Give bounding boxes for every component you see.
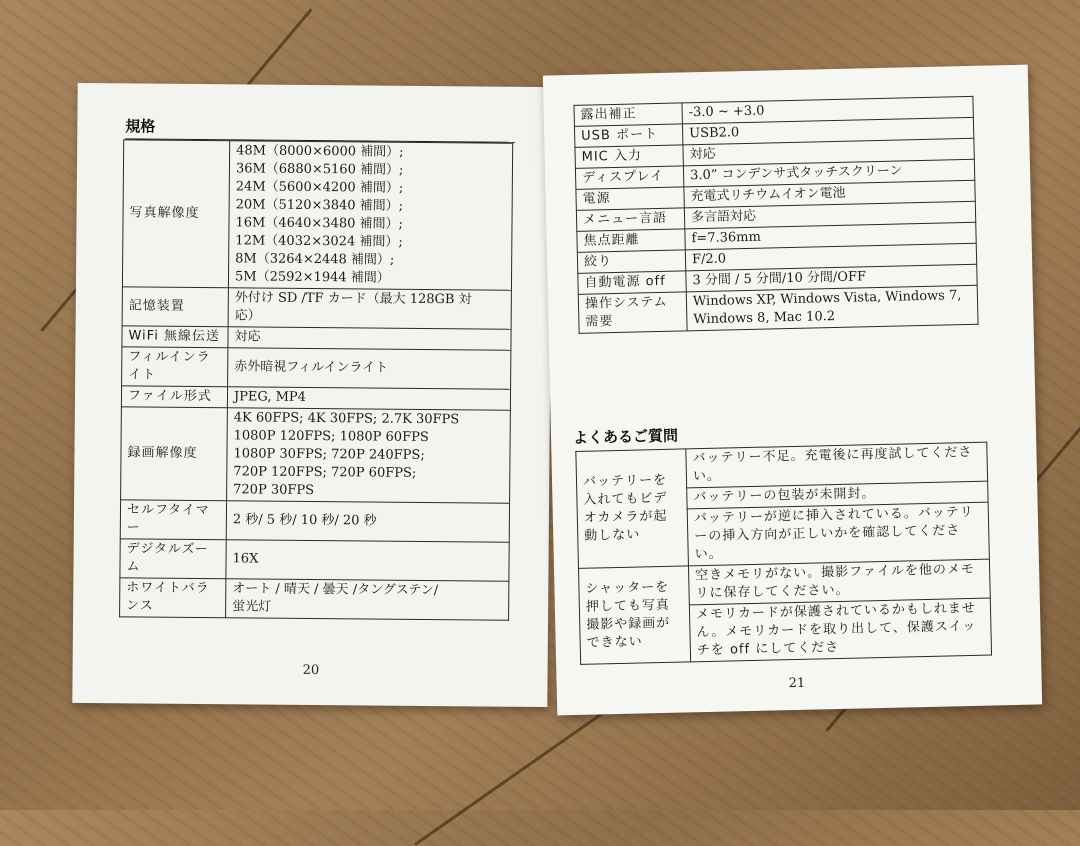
spec-value-line: 20M（5120×3840 補間）;	[235, 197, 404, 214]
page-number: 21	[788, 675, 806, 692]
spec-row	[120, 578, 509, 620]
spec-label: フィルインライト	[122, 347, 228, 387]
manual-page-left	[72, 83, 552, 707]
spec-label: 焦点距離	[577, 229, 685, 252]
spec-value-line: JPEG, MP4	[233, 389, 307, 405]
spec-row	[578, 285, 978, 333]
spec-value-line: F/2.0	[691, 251, 727, 268]
spec-value-line: 応）	[234, 308, 261, 324]
spec-value	[227, 387, 510, 410]
spec-value-line: 対応	[234, 329, 261, 345]
spec-label: 操作システム需要	[578, 292, 687, 333]
spec-value-line: 蛍光灯	[232, 599, 272, 615]
spec-value-line: 4K 60FPS; 4K 30FPS; 2.7K 30FPS	[233, 410, 460, 428]
spec-label: 自動電源 off	[578, 271, 686, 294]
spec-value-line: 対応	[689, 146, 716, 163]
spec-value	[226, 540, 509, 581]
page-number: 20	[302, 662, 320, 679]
faq-answer: メモリカードが保護されているかもしれません。メモリカードを取り出して、保護スイッチを off にしてくださ	[689, 598, 991, 662]
spec-label: MIC 入力	[575, 145, 683, 168]
spec-row	[121, 407, 511, 503]
spec-value-line: -3.0 ~ +3.0	[688, 103, 765, 121]
spec-label: ファイル形式	[121, 386, 227, 408]
faq-problem: バッテリーを入れてもビデオカメラが起動しない	[576, 449, 689, 568]
spec-value-line: 36M（6880×5160 補間）;	[235, 161, 404, 178]
spec-value	[226, 579, 509, 620]
spec-value-line: 充電式リチウムイオン電池	[690, 185, 846, 205]
spec-value-line: 3.0” コンデンサ式タッチスクリーン	[689, 163, 903, 184]
spec-value-line: USB2.0	[688, 125, 740, 142]
faq-answer: バッテリーが逆に挿入されている。バッテリーの挿入方向が正しいかを確認してください。	[687, 502, 989, 566]
spec-value-line: 720P 120FPS; 720P 60FPS;	[233, 464, 417, 481]
spec-value-line: Windows XP, Windows Vista, Windows 7,	[692, 288, 962, 310]
manual-page-right	[543, 65, 1042, 716]
spec-label: 電源	[576, 187, 684, 210]
spec-label: デジタルズーム	[120, 539, 226, 579]
spec-label: 記憶装置	[122, 287, 228, 327]
spec-value	[686, 285, 978, 331]
spec-value-line: 1080P 120FPS; 1080P 60FPS	[233, 428, 429, 446]
faq-title-text: よくあるご質問	[572, 426, 679, 447]
spec-value-line: 48M（8000×6000 補間）;	[236, 143, 404, 160]
spec-value-line: 720P 30FPS	[233, 482, 315, 499]
spec-label: 絞り	[577, 250, 685, 273]
spec-row	[122, 140, 512, 290]
faq-answer: バッテリー不足。充電後に再度試してください。	[686, 442, 988, 488]
spec-label: ディスプレイ	[575, 166, 683, 189]
faq-problem: シャッターを押しても写真撮影や録画ができない	[578, 566, 690, 664]
spec-row	[120, 500, 509, 542]
spec-value	[228, 141, 512, 290]
floor-seam	[414, 694, 629, 846]
spec-label: USB ポート	[574, 124, 682, 147]
spec-value-line: f=7.36mm	[691, 229, 762, 247]
spec-value-line: Windows 8, Mac 10.2	[693, 309, 836, 328]
spec-table	[573, 96, 978, 334]
spec-value-line: 赤外暗視フィルインライト	[234, 359, 389, 376]
spec-label: セルフタイマー	[120, 500, 226, 540]
spec-value-line: 8M（3264×2448 補間）;	[235, 251, 395, 268]
spec-label: 録画解像度	[121, 407, 228, 501]
spec-row	[122, 347, 511, 389]
spec-value-line: 16M（4640×3480 補間）;	[235, 215, 403, 232]
spec-value	[226, 501, 509, 542]
spec-value	[228, 348, 511, 389]
faq-table	[575, 442, 992, 665]
section-title-text: 規格	[125, 117, 156, 136]
faq-title	[573, 425, 678, 448]
section-title	[125, 115, 515, 139]
faq-answer: バッテリーの包装が未開封。	[687, 481, 988, 509]
spec-value	[228, 288, 511, 329]
spec-value-line: オート / 晴天 / 曇天 /タングステン/	[232, 581, 439, 599]
spec-table	[119, 139, 513, 620]
spec-row	[120, 539, 509, 581]
spec-value-line: 外付け SD /TF カード（最大 128GB 対	[234, 290, 472, 308]
spec-value-line: 3 分間 / 5 分間/10 分間/OFF	[692, 269, 867, 289]
faq-answer: 空きメモリがない。撮影ファイルを他のメモリに保存してください。	[688, 559, 990, 605]
spec-value-line: 12M（4032×3024 補間）;	[235, 233, 403, 250]
spec-value-line: 24M（5600×4200 補間）;	[235, 179, 404, 196]
spec-value-line: 16X	[232, 551, 259, 567]
spec-value-line: 5M（2592×1944 補間）	[234, 269, 390, 286]
spec-value-line: 多言語対応	[690, 208, 757, 226]
spec-label: メニュー言語	[576, 208, 684, 231]
spec-value	[227, 408, 511, 503]
spec-label: 写真解像度	[122, 140, 229, 288]
spec-label: 露出補正	[574, 103, 682, 126]
spec-value-line: 2 秒/ 5 秒/ 10 秒/ 20 秒	[232, 512, 377, 529]
spec-label: WiFi 無線伝送	[122, 326, 228, 348]
spec-value-line: 1080P 30FPS; 720P 240FPS;	[233, 446, 425, 463]
spec-value	[228, 327, 511, 350]
spec-row	[122, 287, 511, 329]
spec-label: ホワイトバランス	[120, 578, 226, 618]
